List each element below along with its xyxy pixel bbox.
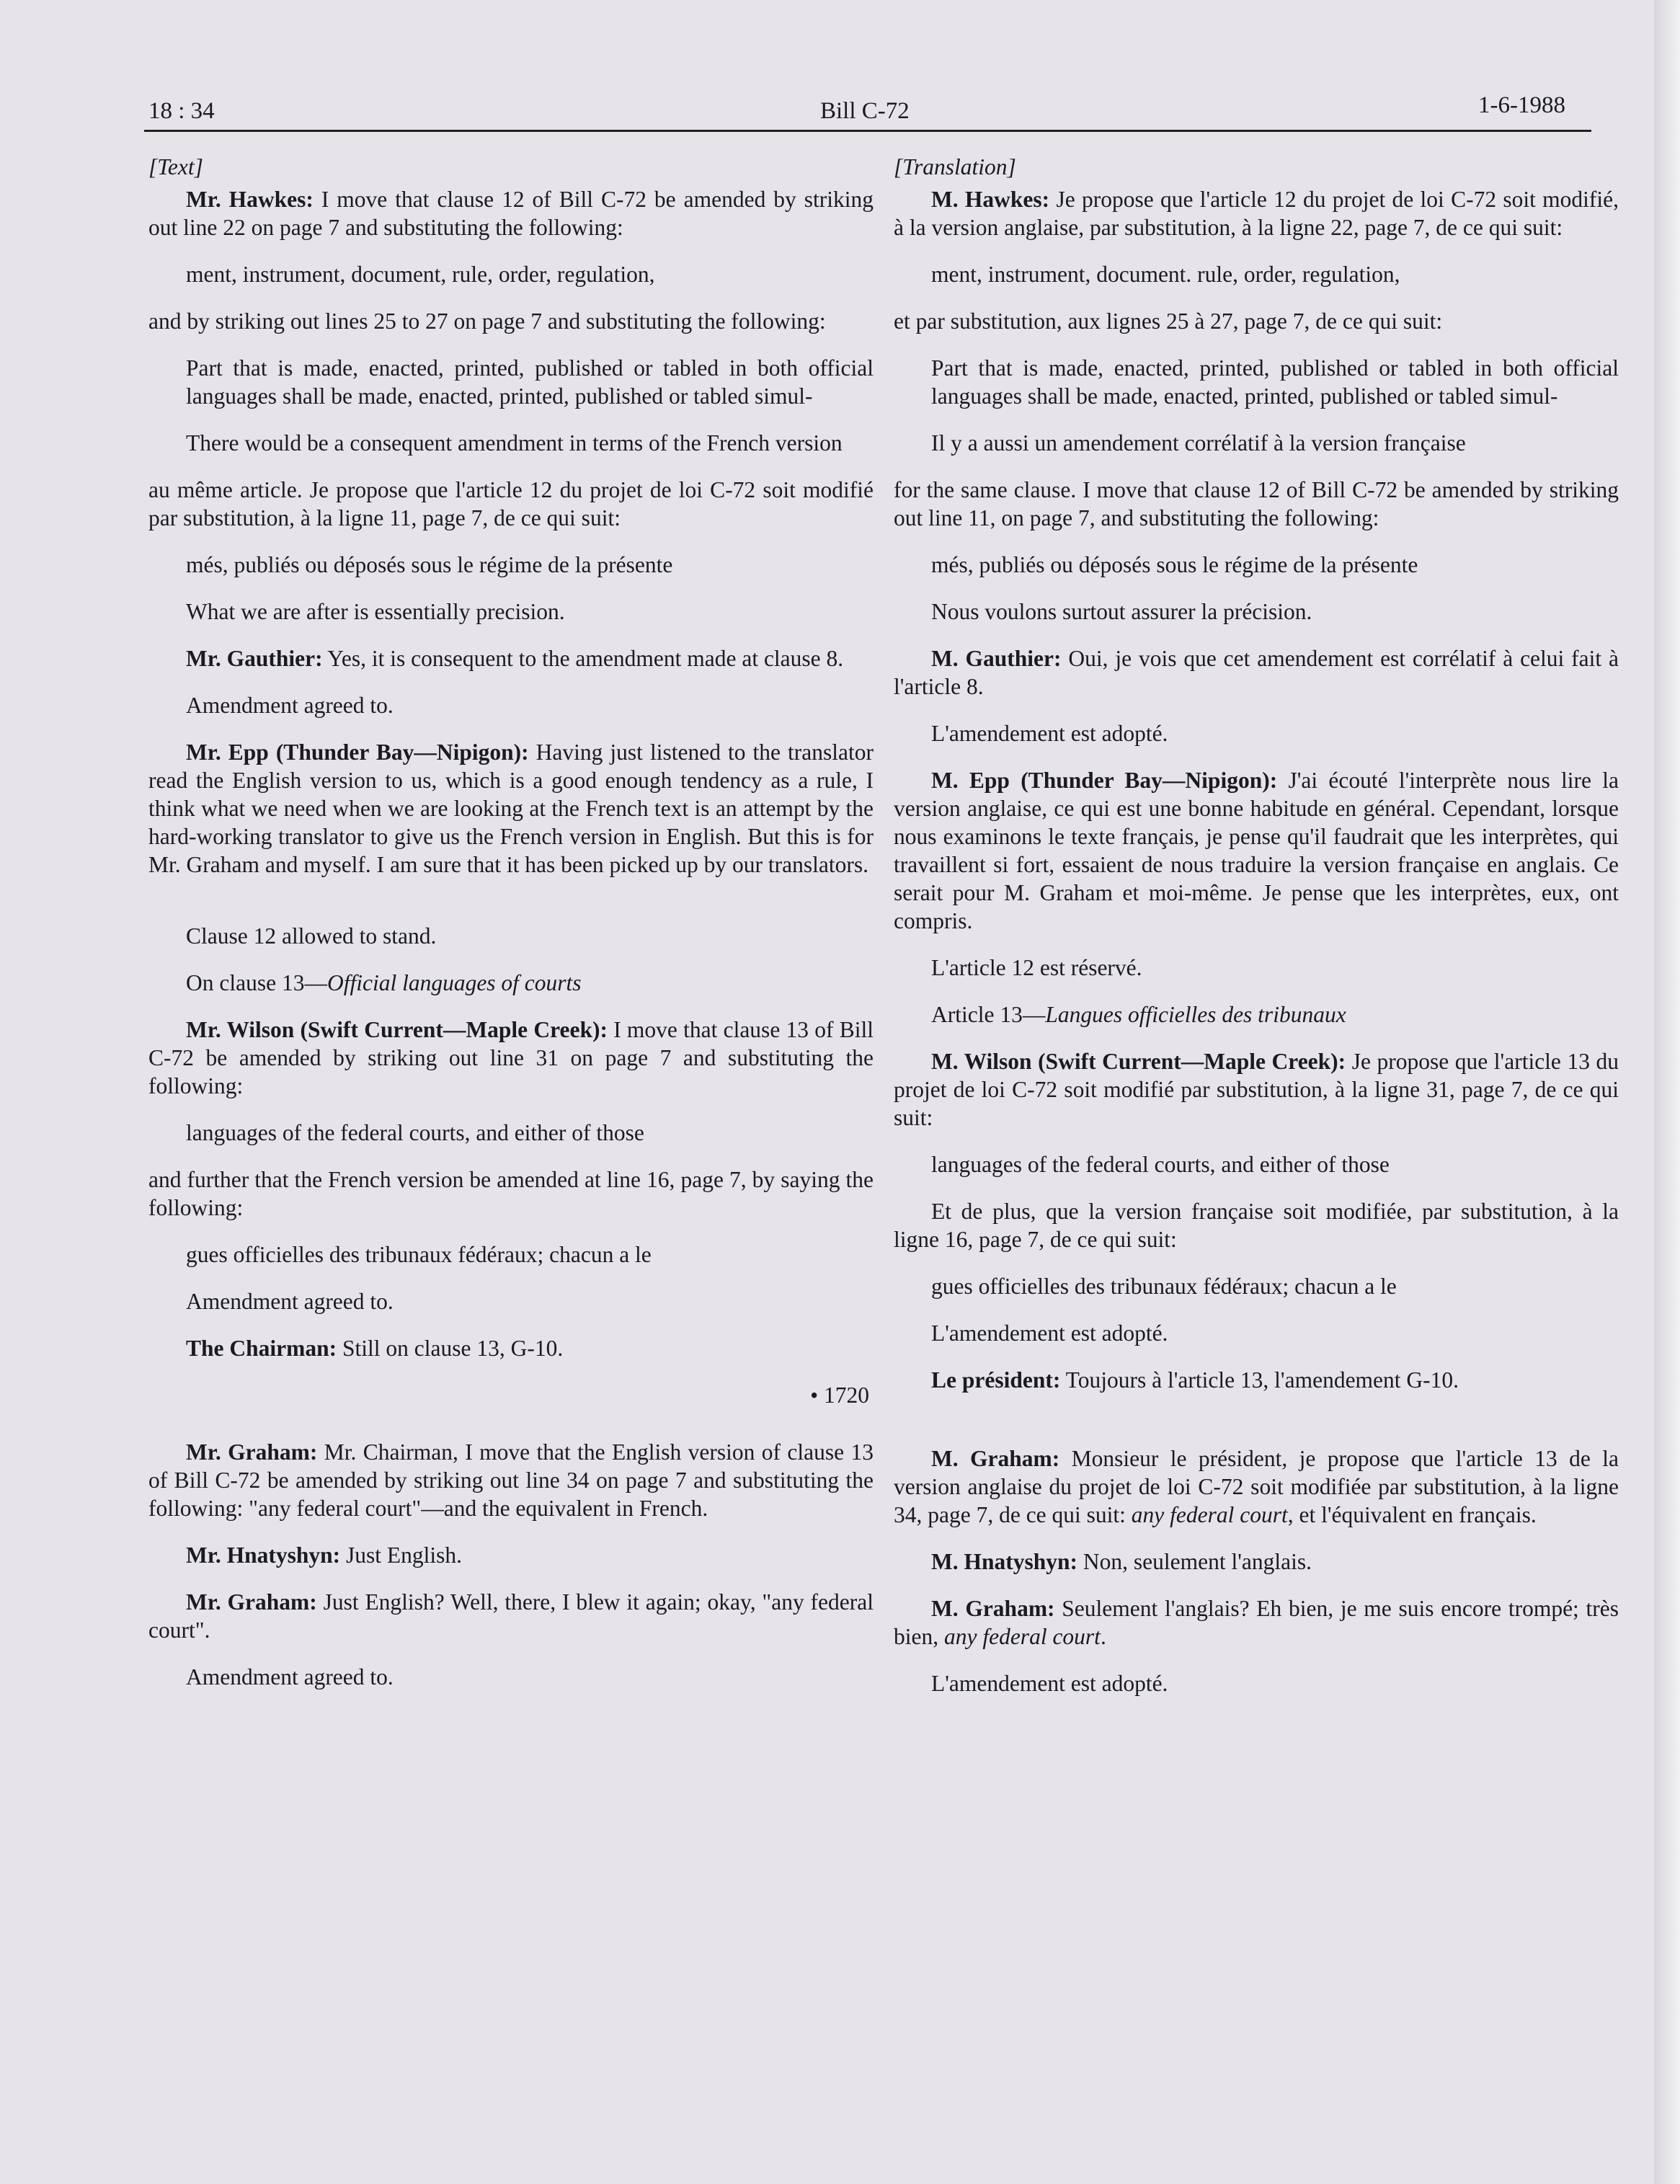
- clause-heading-prefix: Article 13—: [931, 1002, 1046, 1027]
- speaker: M. Graham:: [931, 1596, 1055, 1621]
- clause-heading-prefix: On clause 13—: [186, 970, 327, 995]
- paragraph: [894, 1000, 1619, 1029]
- italic-phrase: any federal court: [943, 1624, 1101, 1649]
- speech: Non, seulement l'anglais.: [1077, 1549, 1312, 1574]
- paragraph: Amendment agreed to.: [186, 1289, 394, 1314]
- paragraph: for the same clause. I move that clause 12 of Bill C-72 be amended by striking out line 11, on page 7, and substituting the following:: [894, 477, 1619, 531]
- paragraph: Nous voulons surtout assurer la précision.: [931, 599, 1312, 624]
- header-date: 1-6-1988: [1478, 92, 1565, 118]
- paragraph: [894, 1366, 1619, 1394]
- quote: ment, instrument, document, rule, order, regulation,: [186, 262, 655, 287]
- paragraph: [894, 1594, 1619, 1651]
- paragraph: [148, 1588, 874, 1644]
- quote: languages of the federal courts, and either of those: [931, 1152, 1390, 1177]
- speech: Je propose que l'article 13 du projet de loi C-72 soit modifié par substitution, à la ligne 31, page 7, de ce qui suit:: [894, 1049, 1619, 1130]
- speaker: Mr. Graham:: [186, 1439, 318, 1465]
- page-edge-shadow: [1654, 0, 1680, 2184]
- quote: ment, instrument, document. rule, order, regulation,: [931, 262, 1400, 287]
- speaker: The Chairman:: [186, 1336, 337, 1361]
- paragraph: [894, 1548, 1619, 1576]
- time-marker: • 1720: [810, 1382, 869, 1408]
- quote: més, publiés ou déposés sous le régime de la présente: [186, 552, 673, 577]
- clause-heading-title: Langues officielles des tribunaux: [1045, 1002, 1346, 1027]
- paragraph: [148, 644, 874, 672]
- page-number: 18 : 34: [148, 98, 215, 124]
- speaker: Le président:: [931, 1367, 1061, 1393]
- paragraph: and further that the French version be amended at line 16, page 7, by saying the following:: [148, 1167, 874, 1220]
- paragraph: Amendment agreed to.: [186, 693, 394, 718]
- quote: Part that is made, enacted, printed, published or tabled in both official languages shall be made, enacted, printed, published or tabled simul-: [931, 355, 1619, 409]
- italic-phrase: any federal court: [1131, 1502, 1288, 1527]
- quote: Part that is made, enacted, printed, published or tabled in both official languages shall be made, enacted, printed, published or tabled simul-: [186, 355, 874, 409]
- speech: Seulement l'anglais? Eh bien, je me suis encore trompé; très bien,: [894, 1596, 1619, 1649]
- clause-heading-title: Official languages of courts: [326, 970, 582, 995]
- speaker: M. Graham:: [931, 1446, 1060, 1471]
- quote: més, publiés ou déposés sous le régime de la présente: [931, 552, 1418, 577]
- speech: Monsieur le président, je propose que l'article 13 de la version anglaise du projet de loi C-72 soit modifiée par substitution, à la ligne 34, page 7, de ce qui suit:: [894, 1446, 1619, 1527]
- paragraph: Amendment agreed to.: [186, 1664, 394, 1690]
- speaker: Mr. Epp (Thunder Bay—Nipigon):: [186, 740, 529, 765]
- paragraph: [894, 644, 1619, 701]
- speech: Just English? Well, there, I blew it again; okay, "any federal court".: [148, 1589, 874, 1643]
- paragraph: [148, 969, 874, 997]
- speech: Je propose que l'article 12 du projet de loi C-72 soit modifié, à la version anglaise, par substitution, à la ligne 22, page 7, de ce qui suit:: [894, 187, 1619, 240]
- paragraph: [148, 1438, 874, 1522]
- speaker: Mr. Gauthier:: [186, 646, 323, 671]
- speech: I move that clause 13 of Bill C-72 be amended by striking out line 31 on page 7 and substituting the following:: [148, 1017, 874, 1098]
- paragraph: au même article. Je propose que l'article 12 du projet de loi C-72 soit modifié par substitution, à la ligne 11, page 7, de ce qui suit:: [148, 477, 874, 531]
- speech: Having just listened to the translator read the English version to us, which is a good enough tendency as a rule, I think what we need when we are looking at the French text is an attempt by the hard-working translator to give us the French version in English. But this is for Mr. Graham and myself. I am sure that it has been picked up by our translators.: [148, 740, 874, 877]
- paragraph: Clause 12 allowed to stand.: [186, 923, 437, 949]
- header-rule: [144, 130, 1591, 132]
- paragraph: L'article 12 est réservé.: [931, 955, 1142, 980]
- speech: Yes, it is consequent to the amendment made at clause 8.: [322, 646, 844, 671]
- speech: Just English.: [340, 1542, 463, 1568]
- speaker: M. Wilson (Swift Current—Maple Creek):: [931, 1049, 1346, 1074]
- quote: gues officielles des tribunaux fédéraux; chacun a le: [931, 1274, 1397, 1299]
- paragraph: et par substitution, aux lignes 25 à 27, page 7, de ce qui suit:: [894, 308, 1443, 334]
- paragraph: Et de plus, que la version française soit modifiée, par substitution, à la ligne 16, page 7, de ce qui suit:: [894, 1199, 1619, 1252]
- paragraph: [894, 766, 1619, 935]
- running-title: Bill C-72: [820, 98, 910, 124]
- speaker: Mr. Graham:: [186, 1589, 317, 1615]
- paragraph: [894, 185, 1619, 241]
- paragraph: L'amendement est adopté.: [931, 1671, 1168, 1696]
- speech-tail: , et l'équivalent en français.: [1287, 1502, 1537, 1527]
- paragraph: [148, 1541, 874, 1569]
- quote: languages of the federal courts, and either of those: [186, 1120, 644, 1145]
- speech-tail: .: [1100, 1624, 1106, 1649]
- paragraph: L'amendement est adopté.: [931, 721, 1168, 746]
- speaker: M. Hnatyshyn:: [931, 1549, 1078, 1574]
- french-column: [894, 153, 1619, 1716]
- paragraph: [894, 1444, 1619, 1529]
- page-header: [148, 92, 1587, 136]
- paragraph: Il y a aussi un amendement corrélatif à la version française: [931, 430, 1466, 456]
- speech: I move that clause 12 of Bill C-72 be amended by striking out line 22 on page 7 and substituting the following:: [148, 187, 874, 240]
- speech: Still on clause 13, G-10.: [337, 1336, 564, 1361]
- paragraph: and by striking out lines 25 to 27 on page 7 and substituting the following:: [148, 308, 826, 334]
- speech: Mr. Chairman, I move that the English version of clause 13 of Bill C-72 be amended by striking out line 34 on page 7 and substituting the following: "any federal court"—and the equivalent in French.: [148, 1439, 874, 1521]
- translation-tag: [Translation]: [894, 154, 1016, 179]
- paragraph: [148, 1016, 874, 1100]
- paragraph: What we are after is essentially precision.: [186, 599, 565, 624]
- speech: Oui, je vois que cet amendement est corrélatif à celui fait à l'article 8.: [894, 646, 1619, 699]
- paragraph: There would be a consequent amendment in terms of the French version: [186, 430, 843, 456]
- english-column: [148, 153, 874, 1710]
- speech: Toujours à l'article 13, l'amendement G-10.: [1060, 1367, 1459, 1393]
- speech: J'ai écouté l'interprète nous lire la version anglaise, ce qui est une bonne habitude en général. Cependant, lorsque nous examinons le texte français, je pense qu'il faudrait que les interprètes, qui travaillent si fort, essaient de nous traduire la version française en anglais. Ce serait pour M. Graham et moi-même. Je pense que les interprètes, eux, ont compris.: [894, 768, 1619, 933]
- quote: gues officielles des tribunaux fédéraux; chacun a le: [186, 1242, 652, 1267]
- paragraph: [148, 1334, 874, 1362]
- text-tag: [Text]: [148, 154, 203, 179]
- speaker: M. Hawkes:: [931, 187, 1050, 212]
- speaker: Mr. Hnatyshyn:: [186, 1542, 341, 1568]
- paragraph: [148, 738, 874, 879]
- speaker: M. Epp (Thunder Bay—Nipigon):: [931, 768, 1278, 793]
- speaker: Mr. Wilson (Swift Current—Maple Creek):: [186, 1017, 608, 1042]
- paragraph: [148, 185, 874, 241]
- speaker: M. Gauthier:: [931, 646, 1062, 671]
- paragraph: [894, 1047, 1619, 1132]
- paragraph: L'amendement est adopté.: [931, 1320, 1168, 1346]
- speaker: Mr. Hawkes:: [186, 187, 314, 212]
